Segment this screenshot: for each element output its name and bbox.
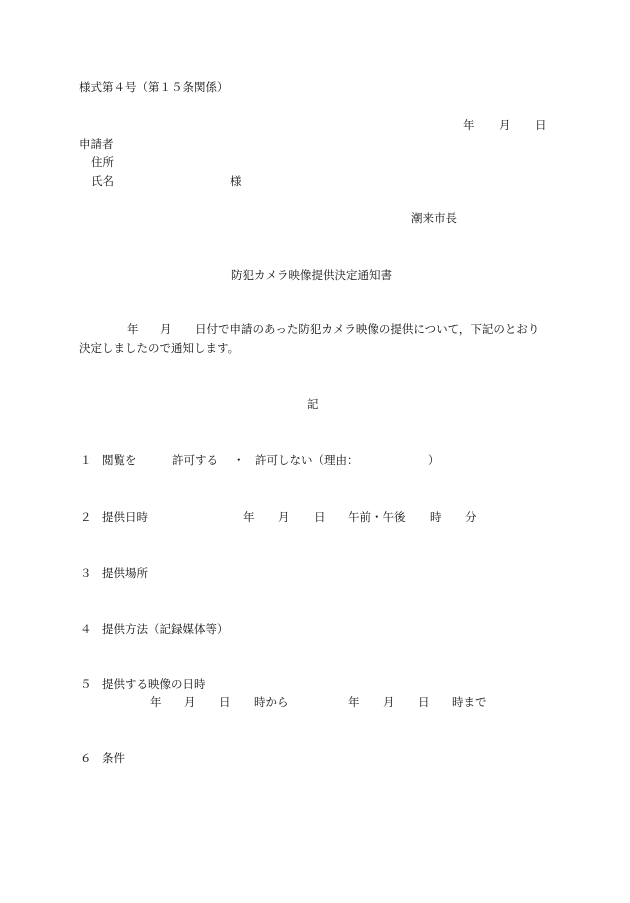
item-5-label: 提供する映像の日時 [102,677,206,691]
applicant-label: 申請者 [79,137,114,151]
address-label: 住所 [91,155,114,169]
item-5-number: ５ [80,677,92,691]
document-title: 防犯カメラ映像提供決定通知書 [231,268,392,282]
item-2-year-label: 年 [243,510,255,524]
item-3-number: ３ [80,566,92,580]
item-6-label: 条件 [102,751,125,765]
item-4-label: 提供方法（記録媒体等） [102,622,229,636]
body-month-label: 月 [160,322,172,336]
form-number: 様式第４号（第１５条関係） [79,80,229,94]
date-day-label: 日 [535,118,547,132]
item-4-number: ４ [80,622,92,636]
item-5-to-day-label: 日 [418,695,430,709]
item-2-day-label: 日 [314,510,326,524]
item-1-permit-option: 許可する [172,453,218,467]
item-5-to-month-label: 月 [383,695,395,709]
item-5-from-year-label: 年 [150,695,162,709]
item-3-label: 提供場所 [102,566,148,580]
ki-heading: 記 [307,397,319,411]
item-2-number: ２ [80,510,92,524]
item-5-from-month-label: 月 [184,695,196,709]
date-month-label: 月 [499,118,511,132]
item-2-minute-label: 分 [465,510,477,524]
issuer-name: 潮来市長 [411,211,457,225]
item-5-from-day-label: 日 [219,695,231,709]
item-1-close-paren: ） [428,453,440,467]
item-2-month-label: 月 [278,510,290,524]
item-1-number: １ [80,453,92,467]
item-5-to-hour: 時まで [452,695,487,709]
name-label: 氏名 [91,174,114,188]
item-2-label: 提供日時 [102,510,148,524]
date-year-label: 年 [463,118,475,132]
item-1-separator: ・ [233,453,245,467]
body-year-label: 年 [127,322,139,336]
item-2-hour-label: 時 [430,510,442,524]
item-1-label: 閲覧を [102,453,137,467]
item-5-to-year-label: 年 [348,695,360,709]
item-5-from-hour: 時から [254,695,289,709]
item-6-number: ６ [80,751,92,765]
item-2-ampm: 午前・午後 [348,510,406,524]
body-line-2: 決定しましたので通知します。 [79,341,240,355]
item-1-deny-option: 許可しない（理由： [255,453,359,467]
body-line-1: 日付で申請のあった防犯カメラ映像の提供について，下記のとおり [195,322,540,336]
honorific-sama: 様 [230,174,242,188]
